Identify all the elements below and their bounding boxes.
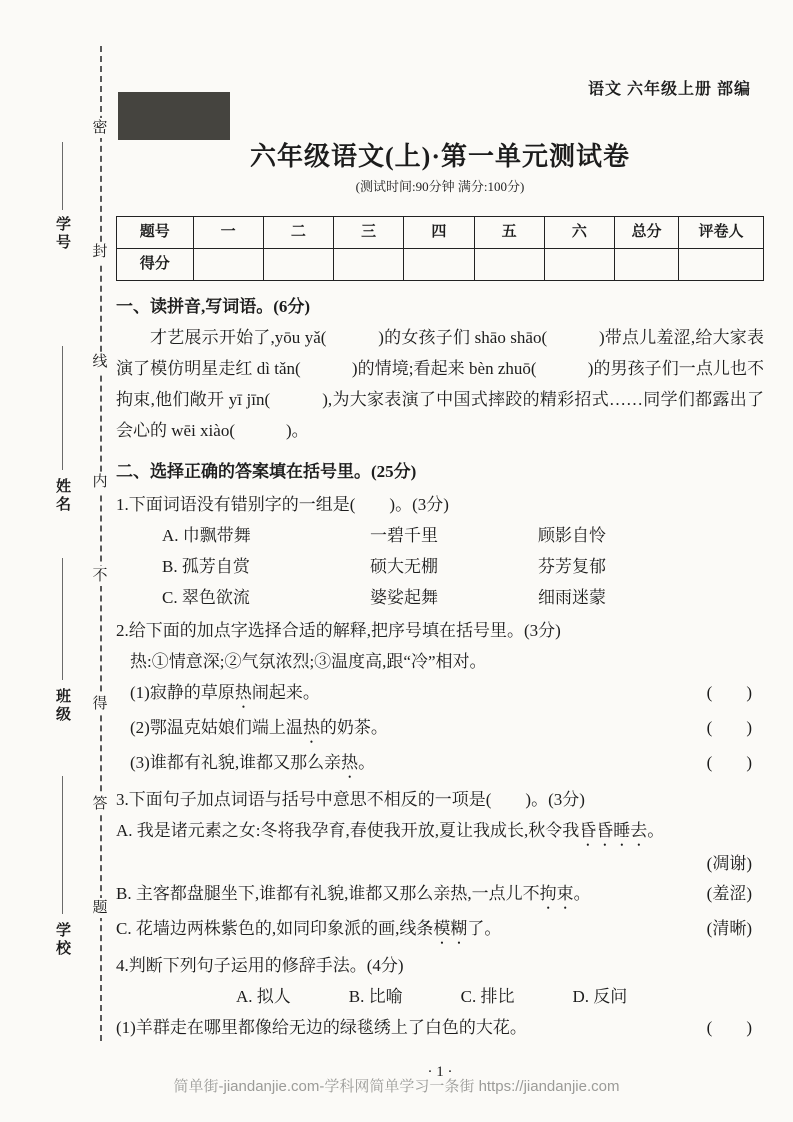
score-table-header-cell: 六 bbox=[544, 217, 614, 249]
q4-item-1 bbox=[116, 1012, 764, 1043]
q1-option-row-b bbox=[162, 551, 764, 582]
q4-option: A. 拟人 bbox=[236, 987, 291, 1006]
page-number: · 1 · bbox=[427, 1064, 453, 1080]
seal-char: 密 bbox=[90, 118, 110, 138]
q4-options-row bbox=[236, 981, 764, 1012]
q3-item-a bbox=[116, 815, 764, 850]
q2-item-text bbox=[130, 747, 707, 782]
score-table-header-cell: 四 bbox=[404, 217, 474, 249]
edition-header: 语文 六年级上册 部编 bbox=[587, 81, 751, 98]
sentence-part: A. 我是诸元素之女:冬将我孕育,春使我开放,夏让我成长,秋令我 bbox=[116, 821, 580, 840]
answer-bracket: ( ) bbox=[706, 683, 752, 702]
sentence-part: 了。 bbox=[467, 919, 502, 938]
word-group: B. 孤芳自赏 bbox=[162, 557, 250, 576]
seal-dashed-line bbox=[100, 46, 102, 1041]
sentence-part: C. 花墙边两株紫色的,如同印象派的画,线条 bbox=[116, 919, 434, 938]
q2-definitions: 热:①情意深;②气氛浓烈;③温度高,跟“冷”相对。 bbox=[130, 652, 487, 671]
word-group: 一碧千里 bbox=[370, 526, 438, 545]
score-cell bbox=[263, 249, 333, 281]
word-group: 硕大无棚 bbox=[370, 557, 438, 576]
score-table-header-cell: 二 bbox=[263, 217, 333, 249]
dotted-char: 热 bbox=[234, 683, 252, 702]
q3-item-c bbox=[116, 913, 764, 948]
sentence-part: 。 bbox=[647, 821, 665, 840]
q4-item-text: (1)羊群走在哪里都像给无边的绿毯绣上了白色的大花。 bbox=[116, 1018, 527, 1037]
paper-subtitle: (测试时间:90分钟 满分:100分) bbox=[355, 179, 525, 194]
field-label-name: 姓名 bbox=[54, 478, 70, 514]
q3-item-b-answer: (羞涩) bbox=[706, 884, 752, 903]
name-line bbox=[62, 346, 63, 470]
q2-item-1 bbox=[130, 677, 764, 712]
score-table-header-row bbox=[117, 217, 764, 249]
seal-char: 内 bbox=[90, 472, 110, 492]
q3-item-text bbox=[116, 913, 707, 948]
paper-content bbox=[116, 130, 764, 1088]
school-line bbox=[62, 776, 63, 914]
q2-item-text bbox=[130, 712, 707, 747]
seal-char: 线 bbox=[90, 352, 110, 372]
seal-char: 得 bbox=[90, 694, 110, 714]
score-table-header-cell: 评卷人 bbox=[679, 217, 764, 249]
score-cell bbox=[679, 249, 764, 281]
section2-heading: 二、选择正确的答案填在括号里。(25分) bbox=[116, 462, 417, 481]
score-table-header-cell: 三 bbox=[334, 217, 404, 249]
word-group: C. 翠色欲流 bbox=[162, 588, 250, 607]
q1-option-row-a bbox=[162, 520, 764, 551]
q2-item-3 bbox=[130, 747, 764, 782]
score-table-header-cell: 总分 bbox=[615, 217, 679, 249]
q3-item-text bbox=[116, 878, 707, 913]
score-cell bbox=[544, 249, 614, 281]
score-cell bbox=[615, 249, 679, 281]
q1-option-row-c bbox=[162, 582, 764, 613]
q4-option: C. 排比 bbox=[460, 987, 515, 1006]
score-cell bbox=[334, 249, 404, 281]
sentence-part: B. 主客都盘腿坐下,谁都有礼貌,谁都又那么亲热,一点儿不 bbox=[116, 884, 540, 903]
sentence-part: 。 bbox=[358, 753, 376, 772]
answer-bracket: ( ) bbox=[706, 1018, 752, 1037]
score-cell bbox=[193, 249, 263, 281]
paper-title: 六年级语文(上)·第一单元测试卷 bbox=[250, 142, 630, 171]
score-table-header-cell: 题号 bbox=[117, 217, 194, 249]
q4-option: D. 反问 bbox=[572, 987, 628, 1006]
q4-stem: 4.判断下列句子运用的修辞手法。(4分) bbox=[116, 956, 404, 975]
word-group: 婆娑起舞 bbox=[370, 588, 438, 607]
q3-item-a-answer: (凋谢) bbox=[706, 854, 752, 873]
sentence-part: 闹起来。 bbox=[251, 683, 320, 702]
seal-char: 封 bbox=[90, 242, 110, 262]
field-label-school: 学校 bbox=[54, 922, 70, 958]
word-group: 顾影自怜 bbox=[538, 526, 606, 545]
word-group: A. 巾飘带舞 bbox=[162, 526, 251, 545]
score-table bbox=[116, 216, 764, 281]
score-cell bbox=[474, 249, 544, 281]
q1-stem: 1.下面词语没有错别字的一组是( )。(3分) bbox=[116, 495, 449, 514]
sentence-part: (2)鄂温克姑娘们端上温 bbox=[130, 718, 303, 737]
score-cell bbox=[404, 249, 474, 281]
sentence-part: 的奶茶。 bbox=[319, 718, 388, 737]
answer-bracket: ( ) bbox=[706, 718, 752, 737]
answer-bracket: ( ) bbox=[706, 753, 752, 772]
q2-stem: 2.给下面的加点字选择合适的解释,把序号填在括号里。(3分) bbox=[116, 621, 561, 640]
field-label-student-number: 学号 bbox=[54, 216, 70, 252]
q3-item-b bbox=[116, 878, 764, 913]
score-row-label: 得分 bbox=[117, 249, 194, 281]
sentence-part: (3)谁都有礼貌,谁都又那么亲 bbox=[130, 753, 342, 772]
q3-item-c-answer: (清晰) bbox=[706, 919, 752, 938]
watermark-footer: 简单街-jiandanjie.com-学科网简单学习一条街 https://jiandanjie.com bbox=[173, 1078, 620, 1095]
dotted-char: 热 bbox=[302, 718, 320, 737]
section1-heading: 一、读拼音,写词语。(6分) bbox=[116, 297, 311, 316]
class-line bbox=[62, 558, 63, 680]
sentence-part: (1)寂静的草原 bbox=[130, 683, 235, 702]
word-group: 芬芳复郁 bbox=[538, 557, 606, 576]
q2-item-2 bbox=[130, 712, 764, 747]
q3-stem: 3.下面句子加点词语与括号中意思不相反的一项是( )。(3分) bbox=[116, 790, 585, 809]
section1-paragraph: 才艺展示开始了,yōu yǎ( )的女孩子们 shāo shāo( )带点儿羞涩,给大家表演了模仿明星走红 dì tǎn( )的情境;看起来 bèn zhuō( )的男孩子们一点儿也不拘束,他们敞开 yī jīn( ),为大家表演了中国式摔跤的精彩招式……同学们都露出了会心的 wēi xiào( )。 bbox=[116, 328, 764, 440]
dotted-word: 拘束 bbox=[539, 884, 574, 903]
score-table-header-cell: 五 bbox=[474, 217, 544, 249]
student-number-line bbox=[62, 142, 63, 210]
word-group: 细雨迷蒙 bbox=[538, 588, 606, 607]
dotted-word: 昏昏睡去 bbox=[579, 821, 648, 840]
seal-char: 不 bbox=[90, 566, 110, 586]
dotted-word: 模糊 bbox=[433, 919, 468, 938]
dotted-char: 热 bbox=[341, 753, 359, 772]
q2-item-text bbox=[130, 677, 707, 712]
field-label-class: 班级 bbox=[54, 688, 70, 724]
seal-char: 答 bbox=[90, 794, 110, 814]
sentence-part: 。 bbox=[573, 884, 591, 903]
q4-option: B. 比喻 bbox=[348, 987, 403, 1006]
seal-char: 题 bbox=[90, 898, 110, 918]
score-table-header-cell: 一 bbox=[193, 217, 263, 249]
score-table-score-row bbox=[117, 249, 764, 281]
